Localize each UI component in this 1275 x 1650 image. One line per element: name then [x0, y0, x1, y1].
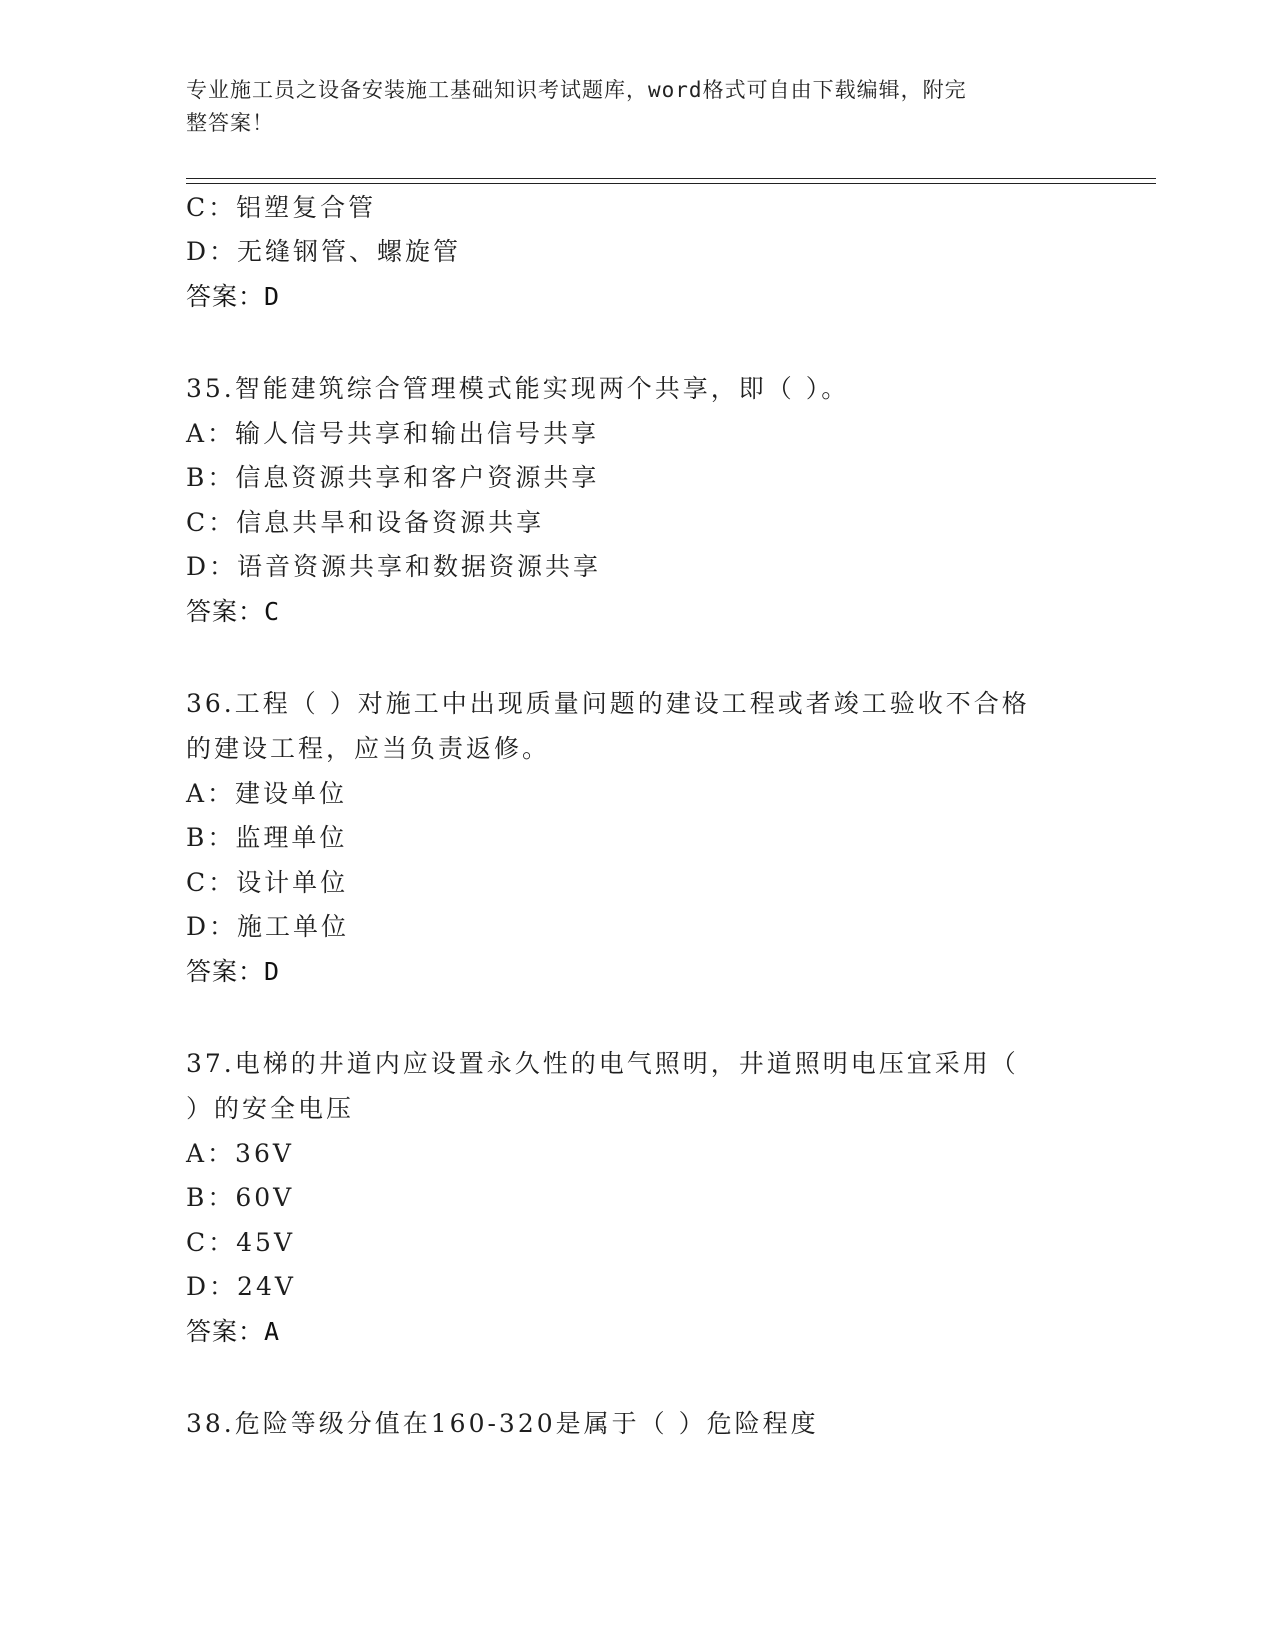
q37-answer: 答案：A: [186, 1317, 281, 1346]
q37-option-b: B：60V: [186, 1183, 295, 1212]
header-line-1: 专业施工员之设备安装施工基础知识考试题库，word格式可自由下载编辑，附完: [186, 78, 967, 102]
q35-option-b: B：信息资源共享和客户资源共享: [186, 463, 600, 492]
q34-option-d: D：无缝钢管、螺旋管: [186, 237, 462, 266]
q35-option-a: A：输人信号共享和输出信号共享: [186, 419, 600, 448]
q35-option-c: C：信息共旱和设备资源共享: [186, 508, 545, 537]
q35-stem: 35.智能建筑综合管理模式能实现两个共享，即（ ）。: [186, 374, 850, 403]
header-line-2: 整答案！: [186, 111, 274, 135]
q37-option-a: A：36V: [186, 1139, 294, 1168]
q37-option-c: C：45V: [186, 1228, 295, 1257]
q36-option-b: B：监理单位: [186, 823, 348, 852]
q36-option-d: D：施工单位: [186, 912, 350, 941]
document-header: [186, 74, 1066, 140]
q36-stem-line-1: 36.工程（ ）对施工中出现质量问题的建设工程或者竣工验收不合格: [186, 689, 1030, 718]
q34-answer: 答案：D: [186, 282, 281, 311]
header-divider-top: [186, 178, 1156, 179]
q36-stem-line-2: 的建设工程，应当负责返修。: [186, 734, 551, 763]
q38-stem: 38.危险等级分值在160-320是属于（ ）危险程度: [186, 1409, 819, 1438]
q36-answer: 答案：D: [186, 957, 281, 986]
header-divider-bottom: [186, 183, 1156, 184]
q36-option-a: A：建设单位: [186, 779, 348, 808]
q37-option-d: D：24V: [186, 1272, 296, 1301]
q37-stem-line-1: 37.电梯的井道内应设置永久性的电气照明，井道照明电压宜采用（: [186, 1049, 1019, 1078]
q34-option-c: C：铝塑复合管: [186, 193, 377, 222]
q37-stem-line-2: ）的安全电压: [186, 1094, 355, 1123]
q36-option-c: C：设计单位: [186, 868, 349, 897]
q35-answer: 答案：C: [186, 597, 281, 626]
q35-option-d: D：语音资源共享和数据资源共享: [186, 552, 602, 581]
